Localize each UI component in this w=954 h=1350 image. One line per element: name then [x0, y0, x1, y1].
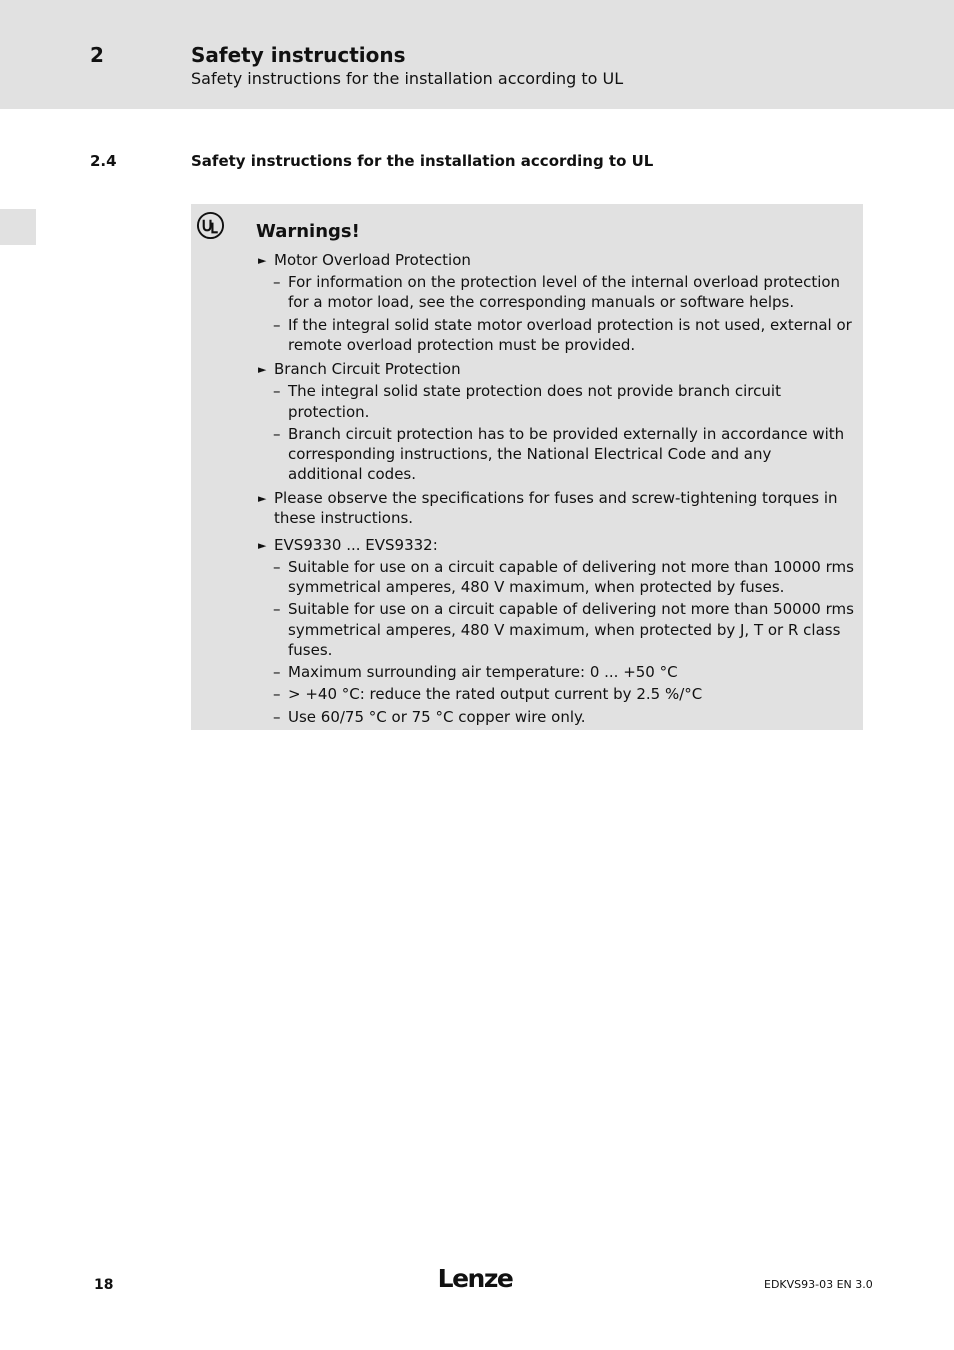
dash-marker: – — [273, 600, 281, 618]
dash-text: fuses. — [288, 641, 333, 659]
dash-text: If the integral solid state motor overload protection is not used, external or — [288, 316, 852, 334]
dash-marker: – — [273, 273, 281, 291]
bullet-text: Motor Overload Protection — [274, 251, 471, 269]
bullet-marker: ► — [258, 254, 267, 267]
bullet-marker: ► — [258, 492, 267, 505]
dash-text: remote overload protection must be provided. — [288, 336, 636, 354]
chapter-title: Safety instructions — [191, 43, 406, 67]
section-number: 2.4 — [90, 152, 117, 170]
dash-text: symmetrical amperes, 480 V maximum, when protected by J, T or R class — [288, 621, 841, 639]
dash-marker: – — [273, 425, 281, 443]
dash-text: additional codes. — [288, 465, 417, 483]
dash-text: For information on the protection level of the internal overload protection — [288, 273, 841, 291]
dash-marker: – — [273, 382, 281, 400]
lenze-logo — [435, 1265, 515, 1293]
dash-marker: – — [273, 316, 281, 334]
warning-title: Warnings! — [256, 221, 360, 242]
chapter-number: 2 — [90, 43, 104, 67]
dash-marker: – — [273, 708, 281, 726]
ul-mark-icon — [196, 211, 225, 240]
svg-text:Lenze: Lenze — [437, 1265, 513, 1293]
dash-text: protection. — [288, 403, 370, 421]
bullet-text: Please observe the specifications for fuses and screw-tightening torques in — [274, 489, 838, 507]
dash-marker: – — [273, 663, 281, 681]
dash-text: Branch circuit protection has to be provided externally in accordance with — [288, 425, 845, 443]
dash-text: > +40 °C: reduce the rated output current by 2.5 %/°C — [288, 685, 703, 703]
dash-marker: – — [273, 558, 281, 576]
dash-text: corresponding instructions, the National Electrical Code and any — [288, 445, 772, 463]
dash-marker: – — [273, 685, 281, 703]
chapter-header-band — [0, 0, 954, 109]
section-title: Safety instructions for the installation according to UL — [191, 152, 654, 170]
dash-text: Suitable for use on a circuit capable of delivering not more than 10000 rms — [288, 558, 854, 576]
dash-text: symmetrical amperes, 480 V maximum, when protected by fuses. — [288, 578, 785, 596]
chapter-tab-marker — [0, 209, 36, 245]
page-number: 18 — [94, 1277, 114, 1293]
dash-text: for a motor load, see the corresponding manuals or software helps. — [288, 293, 795, 311]
bullet-text: EVS9330 ... EVS9332: — [274, 536, 438, 554]
dash-text: Maximum surrounding air temperature: 0 ... +50 °C — [288, 663, 678, 681]
bullet-text: Branch Circuit Protection — [274, 360, 461, 378]
bullet-marker: ► — [258, 363, 267, 376]
dash-text: Use 60/75 °C or 75 °C copper wire only. — [288, 708, 586, 726]
bullet-marker: ► — [258, 539, 267, 552]
dash-text: Suitable for use on a circuit capable of delivering not more than 50000 rms — [288, 600, 854, 618]
chapter-subtitle: Safety instructions for the installation according to UL — [191, 69, 624, 88]
dash-text: The integral solid state protection does not provide branch circuit — [288, 382, 781, 400]
bullet-text: these instructions. — [274, 509, 414, 527]
document-code: EDKVS93-03 EN 3.0 — [764, 1278, 873, 1291]
